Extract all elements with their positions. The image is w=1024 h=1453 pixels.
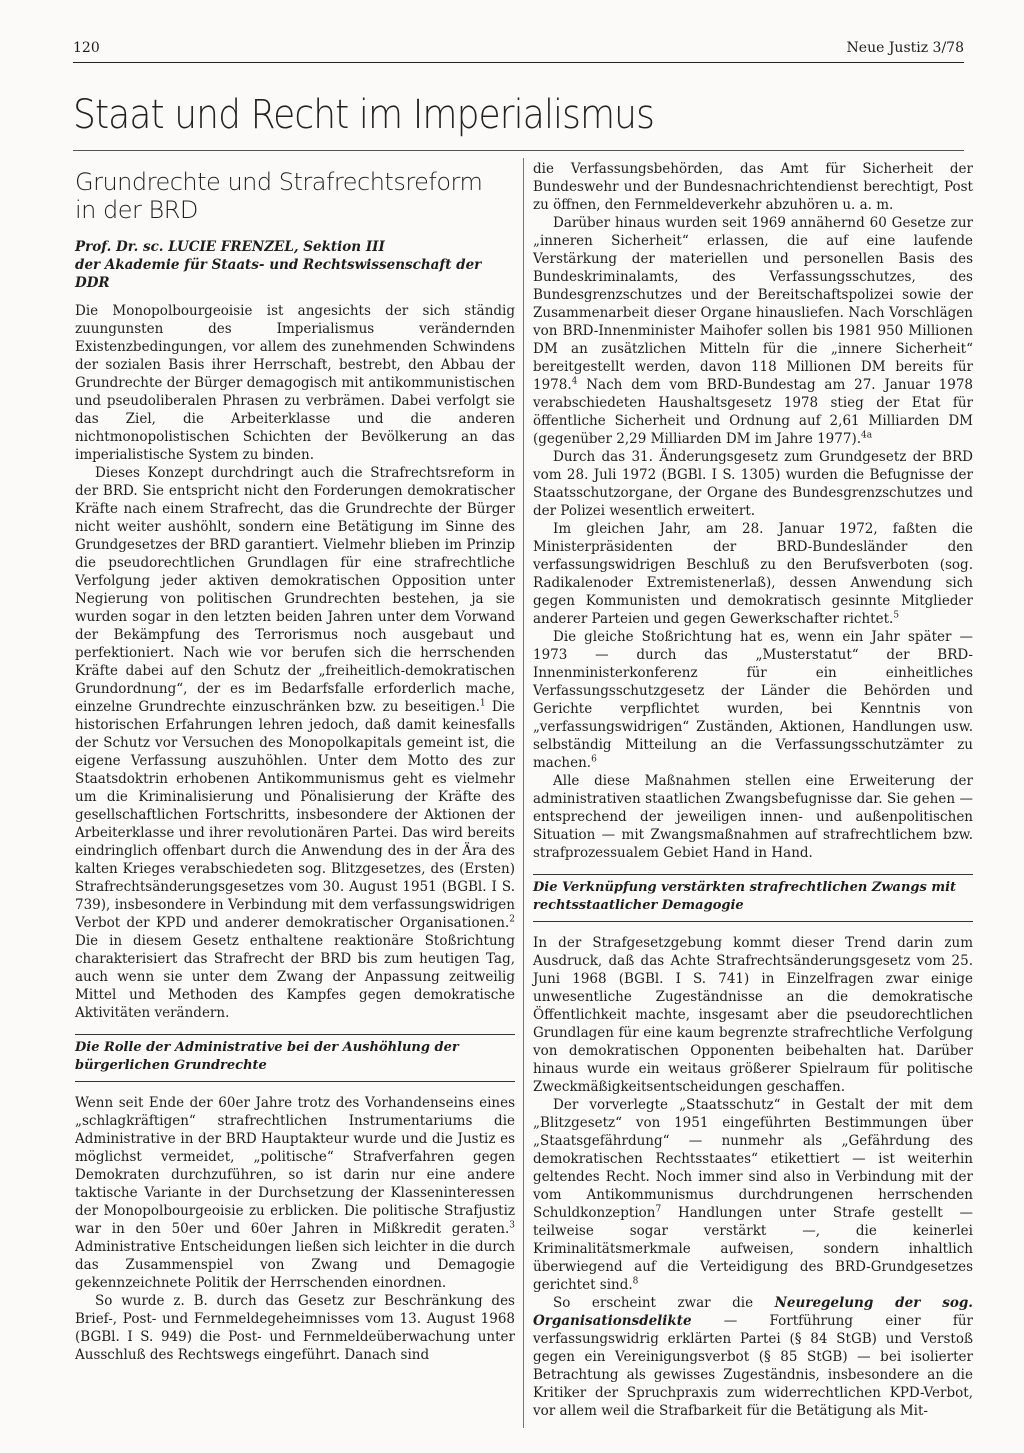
journal-issue: Neue Justiz 3/78 bbox=[846, 40, 964, 56]
subheading-administrative: Die Rolle der Administrative bei der Aushöhlung der bürgerlichen Grundrechte bbox=[75, 1034, 515, 1082]
column-divider bbox=[523, 158, 524, 1428]
author-byline bbox=[75, 238, 515, 292]
paragraph: Die gleiche Stoßrichtung hat es, wenn ein Jahr später — 1973 — durch das „Musterstatut“ der BRD-Innenministerkonferenz für ein einheitliches Verfassungsschutzgesetz der Länder die Behörden und Gerichte verpflichtet wurden, bei Kenntnis von „verfassungswidrigen“ Zuständen, Aktionen, Handlungen usw. selbständig Mitteilung an die Verfassungsschutzämter zu machen.$^6$ bbox=[533, 629, 973, 771]
footnote-ref: 8 bbox=[632, 1276, 639, 1287]
footnote-ref: 2 bbox=[509, 914, 515, 925]
article-title bbox=[75, 168, 515, 224]
author-name: Prof. Dr. sc. LUCIE FRENZEL, Sektion III bbox=[75, 239, 385, 255]
page-number: 120 bbox=[73, 40, 100, 56]
section-title: Staat und Recht im Imperialismus bbox=[73, 92, 654, 138]
paragraph: So erscheint zwar die Neuregelung der sog. Organisationsdelikte — Fortführung einer für verfassungswidrig erklärten Partei (§ 84 StGB) und Verstoß gegen ein Vereinigungsverbot (§ 85 StGB) — bei isolierter Betrachtung als gewisses Zugeständnis, insbesondere an die Kritiker der Spruchpraxis zum widerrechtlichen KPD-Verbot, vor allem weil die Strafbarkeit für die Betätigung als Mit- bbox=[533, 1295, 973, 1419]
footnote-ref: 4a bbox=[861, 430, 873, 441]
left-column bbox=[75, 160, 515, 1364]
section-rule bbox=[73, 150, 964, 151]
paragraph: Der vorverlegte „Staatsschutz“ in Gestalt der mit dem „Blitzgesetz“ von 1951 eingeführten Bestimmungen über „Staatsgefährdung“ — nunmehr als „Gefährdung des demokratischen Rechtsstaates“ etikettiert — ist weiterhin geltendes Recht. Noch immer sind also in Verbindung mit der vom Antikommunismus durchdrungenen herrschenden Schuldkonzeption$^7$ Handlungen unter Strafe gestellt — teilweise sogar verstärkt —, die keinerlei Kriminalitätsmerkmale aufweisen, sondern inhaltlich überwiegend auf die Verteidigung des BRD-Grundgesetzes gerichtet sind.$^8$ bbox=[533, 1097, 973, 1293]
author-affiliation: der Akademie für Staats- und Rechtswissenschaft der DDR bbox=[75, 257, 482, 291]
paragraph: Alle diese Maßnahmen stellen eine Erweiterung der administrativen staatlichen Zwangsbefugnisse dar. Sie gehen — entsprechend der jeweiligen innen- und außenpolitischen Situation — mit Zwangsmaßnahmen auf strafrechtlichem bzw. strafprozessualem Gebiet Hand in Hand. bbox=[533, 773, 973, 861]
paragraph: So wurde z. B. durch das Gesetz zur Beschränkung des Brief-, Post- und Fernmeldegeheimnisses vom 13. August 1968 (BGBl. I S. 949) die Post- und Fernmeldeüberwachung unter Ausschluß des Rechtswegs eingeführt. Danach sind bbox=[75, 1293, 515, 1363]
emphasis: Neuregelung der sog. Organisationsdelikte bbox=[533, 1295, 973, 1329]
paragraph: Darüber hinaus wurden seit 1969 annähernd 60 Gesetze zur „inneren Sicherheit“ erlassen, die auf eine laufende Verstärkung der materiellen und personellen Basis des Bundeskriminalamts, des Verfassungsschutzes, des Bundesgrenzschutzes und der Bereitschaftspolizei sowie der Zusammenarbeit dieser Organe hinausliefen. Nach Vorschlägen von BRD-Innenminister Maihofer sollen bis 1981 950 Millionen DM an zusätzlichen Mitteln für die „innere Sicherheit“ bereitgestellt werden, davon 118 Millionen DM bereits für 1978.$^4$ Nach dem vom BRD-Bundestag am 27. Januar 1978 verabschiedeten Haushaltsgesetz 1978 stieg der Etat für öffentliche Sicherheit und Ordnung auf 2,61 Milliarden DM (gegenüber 2,29 Milliarden DM im Jahre 1977).$^{4a}$ bbox=[533, 215, 973, 447]
footnote-ref: 6 bbox=[591, 754, 597, 765]
article-title-line2: in der BRD bbox=[75, 196, 198, 224]
footnote-ref: 3 bbox=[509, 1220, 515, 1231]
right-column bbox=[533, 160, 973, 1420]
paragraph: Dieses Konzept durchdringt auch die Strafrechtsreform in der BRD. Sie entspricht nicht den Forderungen demokratischer Kräfte nach einem Strafrecht, das die Grundrechte der Bürger nicht weiter aushöhlt, sondern eine Betätigung im Sinne des Grundgesetzes der BRD garantiert. Vielmehr blieben im Prinzip die pseudorechtlichen Grundlagen für eine strafrechtliche Verfolgung jeder aktiven demokratischen Opposition unter Negierung von politischen Grundrechten bestehen, ja sie wurden sogar in den letzten beiden Jahren unter dem Vorwand der Bekämpfung des Terrorismus noch ausgebaut und perfektioniert. Nach wie vor berufen sich die herrschenden Kräfte dabei auf den Schutz der „freiheitlich-demokratischen Grundordnung“, der es im Bedarfsfalle erforderlich mache, einzelne Grundrechte einzuschränken bzw. zu beseitigen.$^1$ Die historischen Erfahrungen lehren jedoch, daß damit keinesfalls der Schutz vor Versuchen des Monopolkapitals gemeint ist, die eigene Verfassung auszuhöhlen. Unter dem Motto des zur Staatsdoktrin erhobenen Antikommunismus geht es vielmehr um die Kriminalisierung und Pönalisierung der Kräfte des gesellschaftlichen Fortschritts, insbesondere der Aktionen der Arbeiterklasse und ihrer revolutionären Partei. Das wird bereits eindringlich offenbart durch die Anwendung des in der Ära des kalten Krieges verabschiedeten sog. Blitzgesetzes, des (Ersten) Strafrechtsänderungsgesetzes vom 30. August 1951 (BGBl. I S. 739), insbesondere in Verbindung mit dem verfassungswidrigen Verbot der KPD und anderer demokratischer Organisationen.$^2$ Die in diesem Gesetz enthaltene reaktionäre Stoßrichtung charakterisiert das Strafrecht der BRD bis zum heutigen Tag, auch wenn sie unter dem Zwang der Anpassung zeitweilig Mittel und Methoden des Kampfes gegen demokratische Aktivitäten verändern. bbox=[75, 465, 515, 1021]
paragraph: Im gleichen Jahr, am 28. Januar 1972, faßten die Ministerpräsidenten der BRD-Bundesländer den verfassungswidrigen Beschluß zu den Berufsverboten (sog. Radikalenoder Extremistenerlaß), dessen Anwendung sich gegen Kommunisten und demokratisch gesinnte Mitglieder anderer Parteien und gegen Gewerkschafter richtet.$^5$ bbox=[533, 521, 973, 627]
footnote-ref: 4 bbox=[571, 376, 578, 387]
paragraph: Wenn seit Ende der 60er Jahre trotz des Vorhandenseins eines „schlagkräftigen“ strafrechtlichen Instrumentariums die Administrative in der BRD Hauptakteur wurde und die Justiz es möglichst vermeidet, „politische“ Strafverfahren gegen Demokraten durchzuführen, so ist darin nur eine andere taktische Variante in der Durchsetzung der Klasseninteressen der Monopolbourgeoisie zu erblicken. Die politische Strafjustiz war in den 50er und 60er Jahren in Mißkredit geraten.$^3$ Administrative Entscheidungen ließen sich leichter in die durch das Zusammenspiel von Zwang und Demagogie gekennzeichnete Politik der Herrschenden einordnen. bbox=[75, 1095, 515, 1291]
footnote-ref: 7 bbox=[655, 1204, 662, 1215]
footnote-ref: 5 bbox=[893, 610, 900, 621]
article-title-line1: Grundrechte und Strafrechtsreform bbox=[75, 168, 483, 196]
paragraph: die Verfassungsbehörden, das Amt für Sicherheit der Bundeswehr und der Bundesnachrichtendienst berechtigt, Post zu öffnen, den Fernmeldeverkehr abzuhören u. a. m. bbox=[533, 161, 973, 213]
header-rule bbox=[73, 62, 964, 63]
paragraph: Die Monopolbourgeoisie ist angesichts der sich ständig zuungunsten des Imperialismus verändernden Existenzbedingungen, vor allem des zunehmenden Schwindens der sozialen Basis ihrer Herrschaft, bestrebt, den Abbau der Grundrechte der Bürger demagogisch mit antikommunistischen und pseudoliberalen Phrasen zu verbrämen. Dabei verfolgt sie das Ziel, die Arbeiterklasse und die anderen nichtmonopolistischen Schichten der Bevölkerung an das imperialistische System zu binden. bbox=[75, 303, 515, 463]
paragraph: Durch das 31. Änderungsgesetz zum Grundgesetz der BRD vom 28. Juli 1972 (BGBl. I S. 1305) wurden die Befugnisse der Staatsschutzorgane, der Organe des Bundesgrenzschutzes und der Polizei wesentlich erweitert. bbox=[533, 449, 973, 519]
footnote-ref: 1 bbox=[479, 698, 486, 709]
paragraph: In der Strafgesetzgebung kommt dieser Trend darin zum Ausdruck, daß das Achte Strafrechtsänderungsgesetz vom 25. Juni 1968 (BGBl. I S. 741) in Einzelfragen zwar einige unwesentliche Zugeständnisse an die demokratische Öffentlichkeit machte, insgesamt aber die pseudorechtlichen Grundlagen für eine kaum begrenzte strafrechtliche Verfolgung von demokratischen Opponenten beibehalten hat. Darüber hinaus wurde ein weitaus größerer Spielraum für politische Zweckmäßigkeitsentscheidungen geschaffen. bbox=[533, 935, 973, 1095]
subheading-demagogie: Die Verknüpfung verstärkten strafrechtlichen Zwangs mit rechtsstaatlicher Demagogie bbox=[533, 874, 973, 922]
